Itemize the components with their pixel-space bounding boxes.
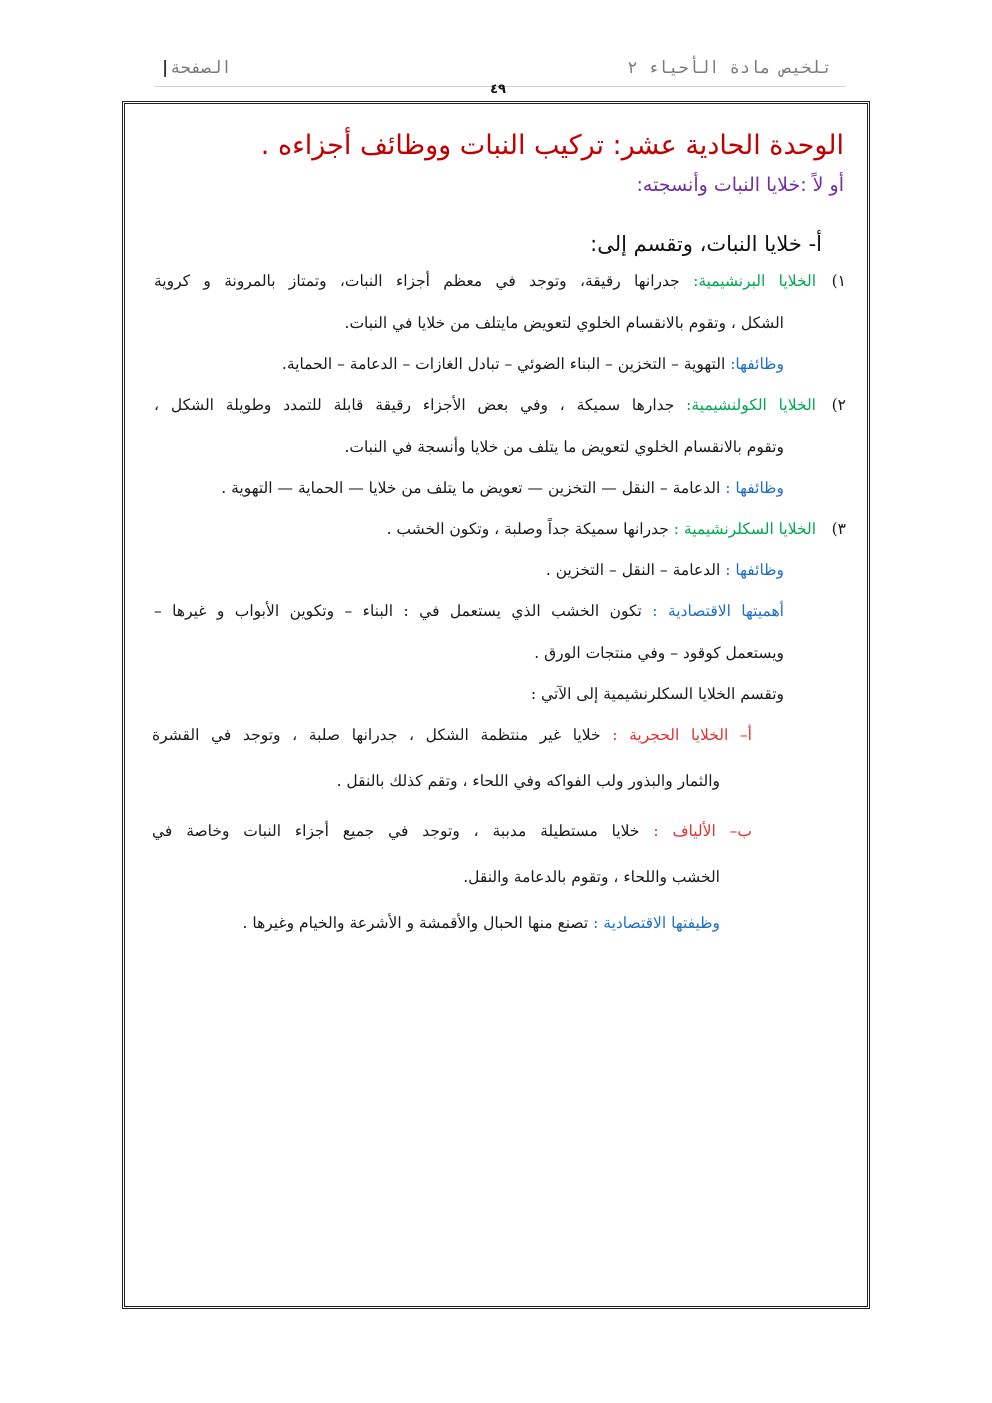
item-2-func-label: وظائفها :: [725, 479, 784, 497]
item-3-term: الخلايا السكلرنشيمية :: [673, 520, 816, 538]
section-a-heading: أ- خلايا النبات، وتقسم إلى:: [590, 232, 822, 256]
header-title: تلخيص مادة الأحياء ٢: [627, 58, 832, 78]
sub-item-b-term: ب– الألياف :: [653, 822, 752, 840]
item-3-line-1: [386, 520, 846, 538]
importance-text-1: تكون الخشب الذي يستعمل في : البناء – وتكوين الأبواب و غيرها –: [154, 602, 642, 620]
item-3-text-1: جدرانها سميكة جداً وصلبة ، وتكون الخشب .: [386, 520, 669, 538]
item-1-line-1: [154, 272, 846, 290]
item-1-number: ١): [831, 272, 846, 290]
importance-line-2: ويستعمل كوقود – وفي منتجات الورق .: [534, 644, 784, 662]
item-1-term: الخلايا البرنشيمية:: [693, 272, 816, 290]
item-2-line-1: [154, 396, 846, 414]
item-3-func-label: وظائفها :: [725, 561, 784, 579]
division-intro: وتقسم الخلايا السكلرنشيمية إلى الآتي :: [530, 685, 784, 703]
item-2-text-1: جدارها سميكة ، وفي بعض الأجزاء رقيقة قابلة للتمدد وطويلة الشكل ،: [154, 396, 675, 414]
importance-line-1: [154, 602, 784, 620]
item-2-term: الخلايا الكولنشيمية:: [686, 396, 816, 414]
page-label: الصفحة: [170, 58, 232, 78]
header-divider: |: [160, 58, 171, 78]
sub-item-a-text-1: خلايا غير منتظمة الشكل ، جدرانها صلبة ، وتوجد في القشرة: [152, 726, 601, 744]
fiber-function-label: وظيفتها الاقتصادية :: [593, 914, 720, 932]
item-1-func-text: التهوية – التخزين – البناء الضوئي – تبادل الغازات – الدعامة – الحماية.: [281, 355, 726, 373]
item-1-func-label: وظائفها:: [730, 355, 784, 373]
item-3-number: ٣): [831, 520, 846, 538]
header-page-label: [160, 58, 232, 78]
importance-label: أهميتها الاقتصادية :: [652, 602, 784, 620]
sub-item-b-text-1: خلايا مستطيلة مدببة ، وتوجد في جميع أجزاء النبات وخاصة في: [152, 822, 640, 840]
item-2-number: ٢): [831, 396, 846, 414]
item-1-line-2: الشكل ، وتقوم بالانقسام الخلوي لتعويض مايتلف من خلايا في النبات.: [344, 314, 784, 332]
fiber-function: [243, 914, 721, 932]
item-2-func-text: الدعامة – النقل — التخزين — تعويض ما يتلف من خلايا — الحماية — التهوية .: [221, 479, 721, 497]
fiber-function-text: تصنع منها الحبال والأقمشة و الأشرعة والخيام وغيرها .: [242, 914, 589, 932]
item-1-text-1: جدرانها رقيقة، وتوجد في معظم أجزاء النبات، وتمتاز بالمرونة و كروية: [154, 272, 680, 290]
item-1-functions: [282, 355, 784, 373]
section-subtitle: أو لاً :خلايا النبات وأنسجته:: [636, 174, 844, 196]
item-2-functions: [221, 479, 784, 497]
sub-item-b-line-1: [152, 822, 752, 840]
unit-title: الوحدة الحادية عشر: تركيب النبات ووظائف أجزاءه .: [260, 130, 844, 161]
page-number: ٤٩: [490, 82, 506, 97]
item-3-func-text: الدعامة – النقل – التخزين .: [545, 561, 721, 579]
sub-item-a-term: أ– الخلايا الحجرية :: [612, 726, 752, 744]
item-2-line-2: وتقوم بالانقسام الخلوي لتعويض ما يتلف من خلايا وأنسجة في النبات.: [344, 438, 784, 456]
sub-item-a-line-1: [152, 726, 752, 744]
sub-item-b-line-2: الخشب واللحاء ، وتقوم بالدعامة والنقل.: [463, 868, 720, 886]
sub-item-a-line-2: والثمار والبذور ولب الفواكه وفي اللحاء ، وتقم كذلك بالنقل .: [336, 772, 720, 790]
item-3-functions: [546, 561, 784, 579]
